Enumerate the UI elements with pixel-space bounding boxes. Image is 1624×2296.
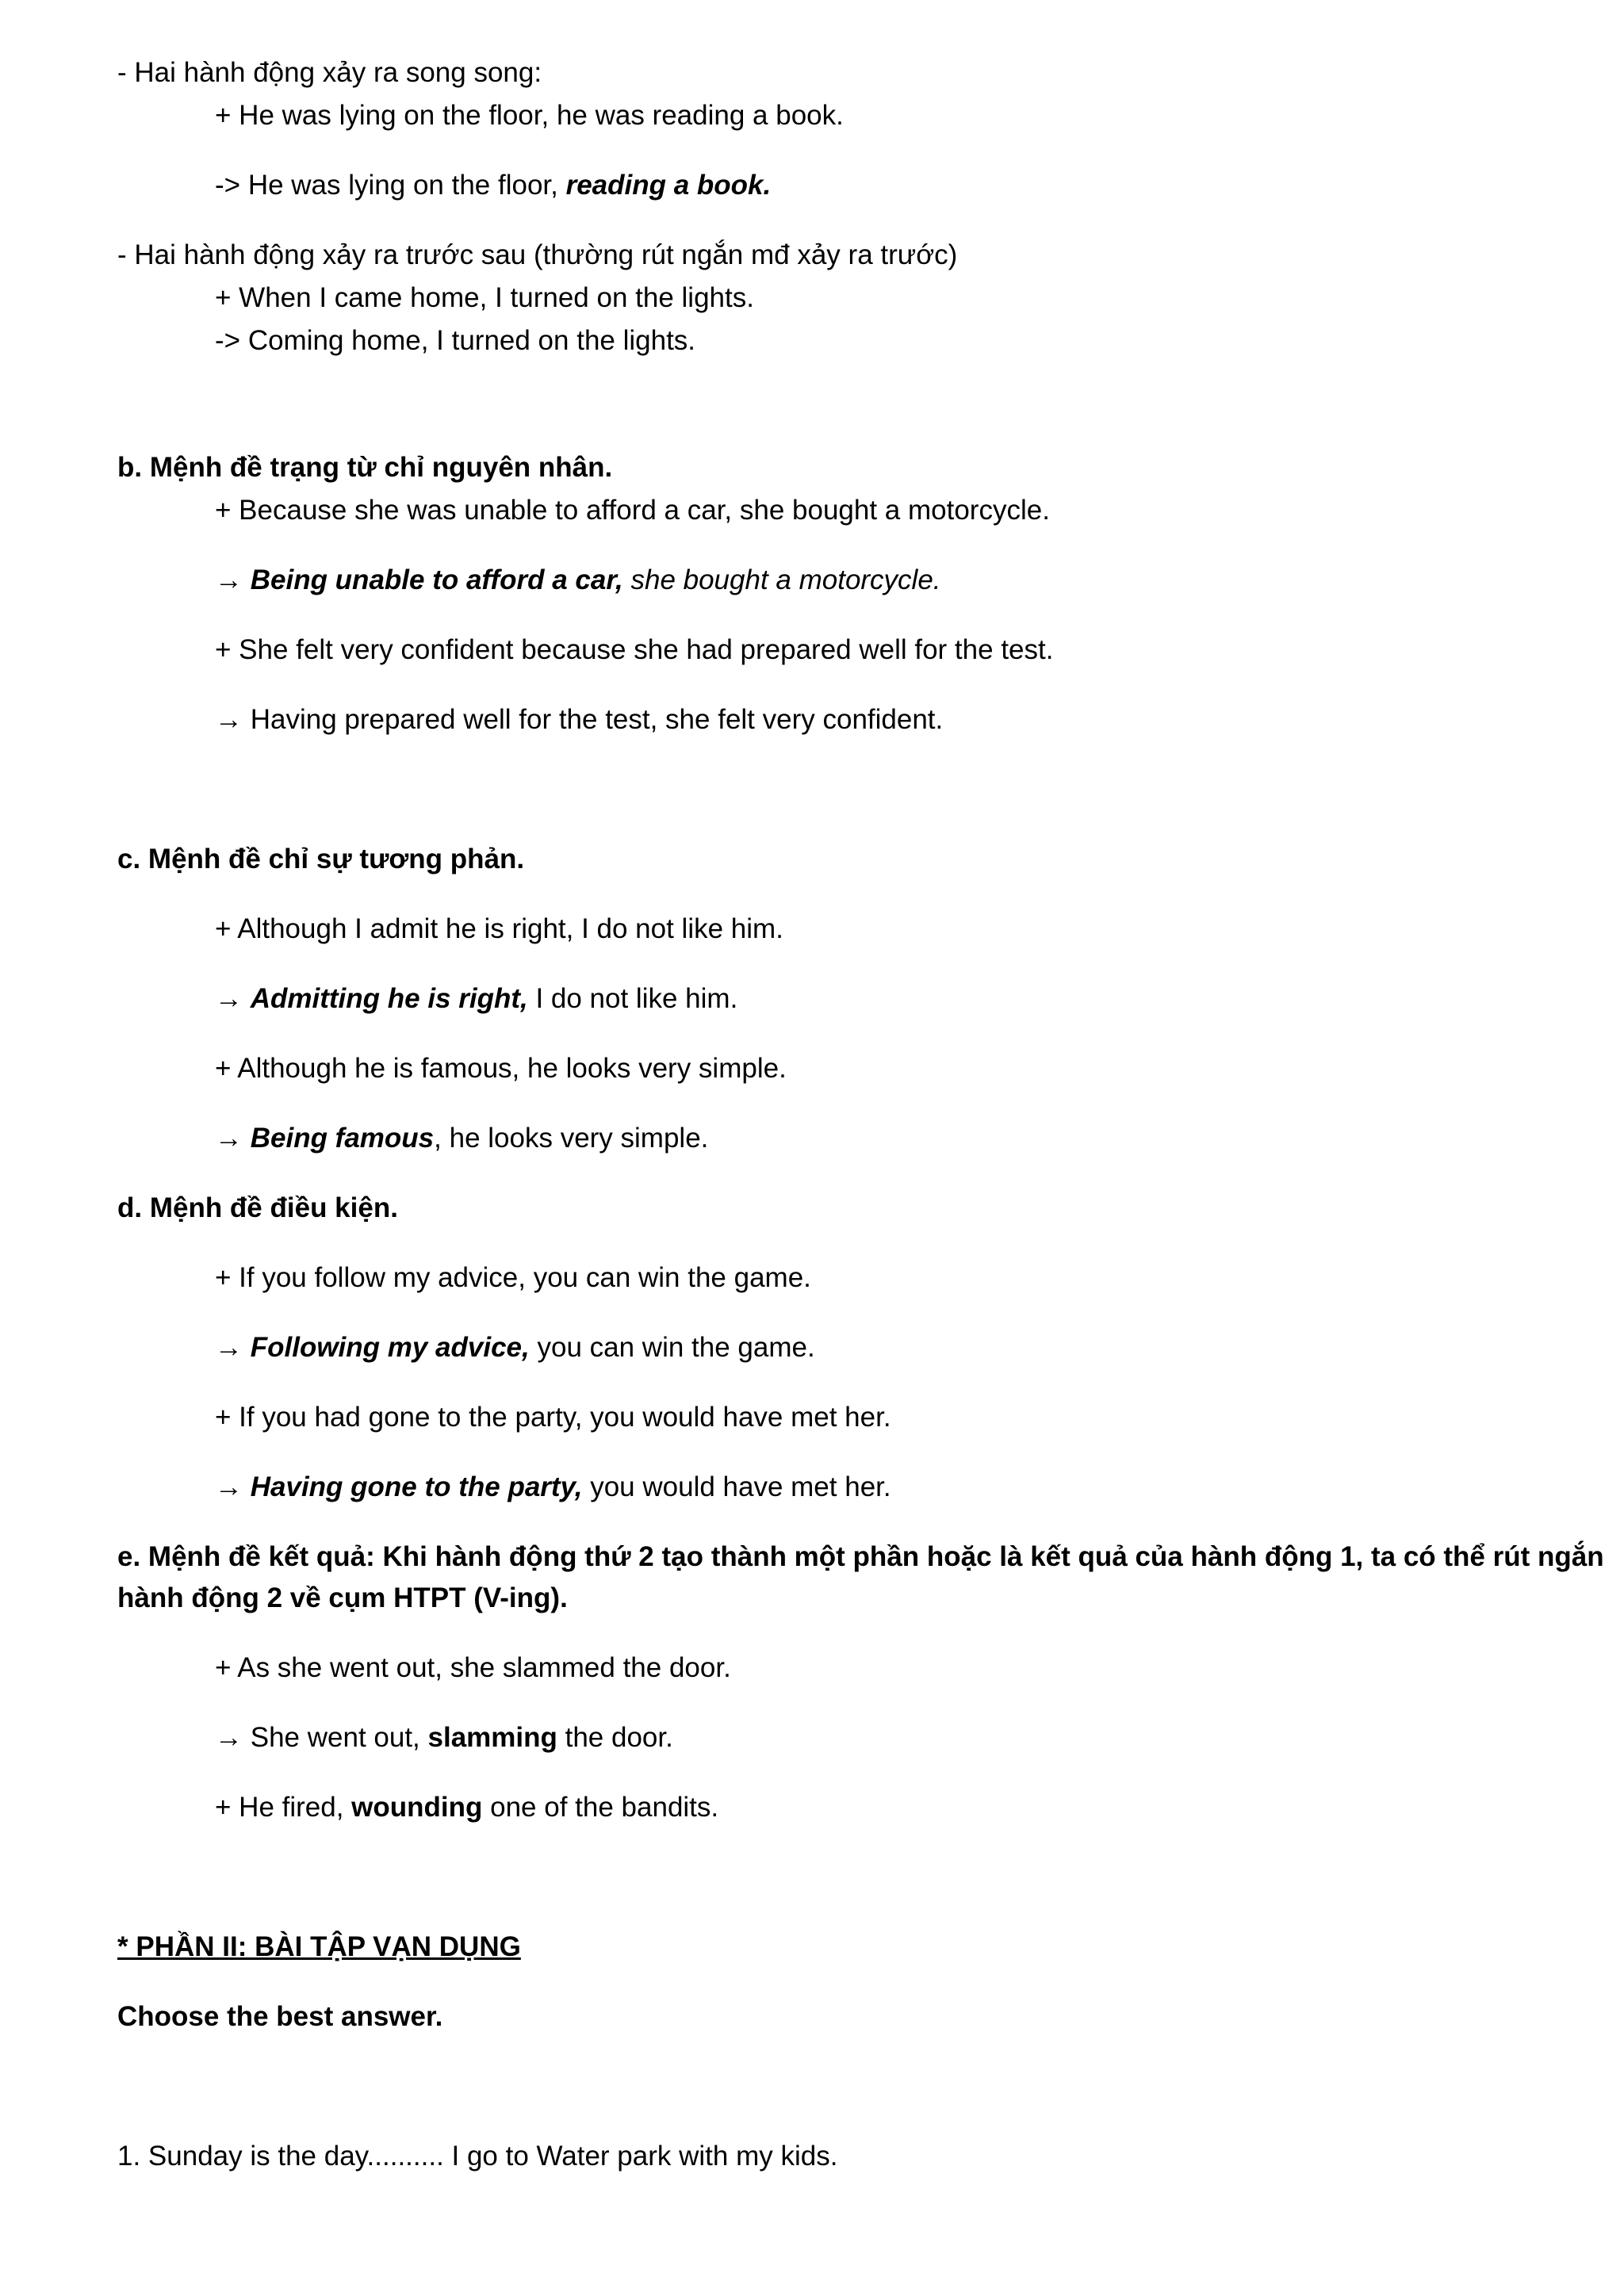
cause-reduced-1-rest: she bought a motorcycle. bbox=[622, 564, 941, 595]
contrast-reduced-2-rest: , he looks very simple. bbox=[434, 1123, 709, 1154]
condition-reduced-1-rest: you can win the game. bbox=[529, 1332, 815, 1363]
condition-heading: d. Mệnh đề điều kiện. bbox=[117, 1192, 398, 1223]
result-example-1: + As she went out, she slammed the door. bbox=[215, 1652, 731, 1683]
cause-reduced-1-emphasis: Being unable to afford a car, bbox=[250, 564, 623, 595]
result-example-2-pre: + He fired, bbox=[215, 1792, 352, 1823]
condition-example-1: + If you follow my advice, you can win the game. bbox=[215, 1262, 811, 1293]
cause-reduced-1 bbox=[215, 560, 941, 601]
cause-reduced-2 bbox=[215, 699, 943, 740]
condition-reduced-1-emphasis: Following my advice, bbox=[250, 1332, 530, 1363]
arrow-icon: → bbox=[215, 704, 251, 735]
condition-reduced-2 bbox=[215, 1467, 891, 1508]
contrast-reduced-2 bbox=[215, 1118, 708, 1159]
sequence-heading: - Hai hành động xảy ra trước sau (thường rút ngắn mđ xảy ra trước) bbox=[117, 239, 958, 270]
contrast-example-2: + Although he is famous, he looks very simple. bbox=[215, 1053, 787, 1084]
result-reduced-1-rest: the door. bbox=[557, 1722, 673, 1753]
parallel-heading: - Hai hành động xảy ra song song: bbox=[117, 57, 542, 88]
part2-instruction: Choose the best answer. bbox=[117, 2001, 443, 2032]
question-1: 1. Sunday is the day.......... I go to Water park with my kids. bbox=[117, 2141, 838, 2172]
parallel-reduced-emphasis: reading a book. bbox=[565, 170, 772, 201]
arrow-icon: → bbox=[215, 1722, 251, 1753]
arrow-icon: → bbox=[215, 983, 251, 1014]
result-heading-line-2: hành động 2 về cụm HTPT (V-ing). bbox=[117, 1582, 568, 1613]
result-reduced-1 bbox=[215, 1717, 673, 1758]
contrast-reduced-1 bbox=[215, 978, 737, 1020]
arrow-icon: → bbox=[215, 1123, 251, 1154]
cause-example-2: + She felt very confident because she had prepared well for the test. bbox=[215, 634, 1054, 665]
arrow-icon: → bbox=[215, 564, 251, 595]
result-example-2-rest: one of the bandits. bbox=[482, 1792, 719, 1823]
condition-reduced-2-emphasis: Having gone to the party, bbox=[250, 1471, 583, 1502]
result-example-2 bbox=[215, 1787, 718, 1828]
parallel-example: + He was lying on the floor, he was reading a book. bbox=[215, 100, 844, 131]
contrast-reduced-1-rest: I do not like him. bbox=[527, 983, 738, 1014]
condition-reduced-1 bbox=[215, 1327, 815, 1368]
condition-reduced-2-rest: you would have met her. bbox=[582, 1471, 891, 1502]
cause-heading: b. Mệnh đề trạng từ chỉ nguyên nhân. bbox=[117, 452, 613, 483]
cause-example-1: + Because she was unable to afford a car, she bought a motorcycle. bbox=[215, 495, 1050, 526]
contrast-reduced-1-emphasis: Admitting he is right, bbox=[250, 983, 528, 1014]
result-reduced-1-pre: She went out, bbox=[250, 1722, 428, 1753]
part2-title: * PHẦN II: BÀI TẬP VẠN DỤNG bbox=[117, 1931, 521, 1962]
parallel-reduced-plain: -> He was lying on the floor, bbox=[215, 170, 566, 201]
sequence-example: + When I came home, I turned on the lights. bbox=[215, 282, 754, 313]
contrast-reduced-2-emphasis: Being famous bbox=[250, 1123, 435, 1154]
arrow-icon: → bbox=[215, 1332, 251, 1363]
condition-example-2: + If you had gone to the party, you would have met her. bbox=[215, 1402, 891, 1433]
result-reduced-1-emphasis: slamming bbox=[427, 1722, 557, 1753]
contrast-example-1: + Although I admit he is right, I do not like him. bbox=[215, 913, 783, 944]
sequence-reduced: -> Coming home, I turned on the lights. bbox=[215, 325, 696, 356]
result-heading-line-1: e. Mệnh đề kết quả: Khi hành động thứ 2 tạo thành một phần hoặc là kết quả của hành động 1, ta có thể rút ngắn bbox=[117, 1541, 1604, 1572]
cause-reduced-2-rest: Having prepared well for the test, she felt very confident. bbox=[250, 704, 944, 735]
arrow-icon: → bbox=[215, 1471, 251, 1502]
parallel-reduced bbox=[215, 165, 771, 206]
contrast-heading: c. Mệnh đề chỉ sự tương phản. bbox=[117, 844, 525, 874]
result-example-2-emphasis: wounding bbox=[351, 1792, 483, 1823]
